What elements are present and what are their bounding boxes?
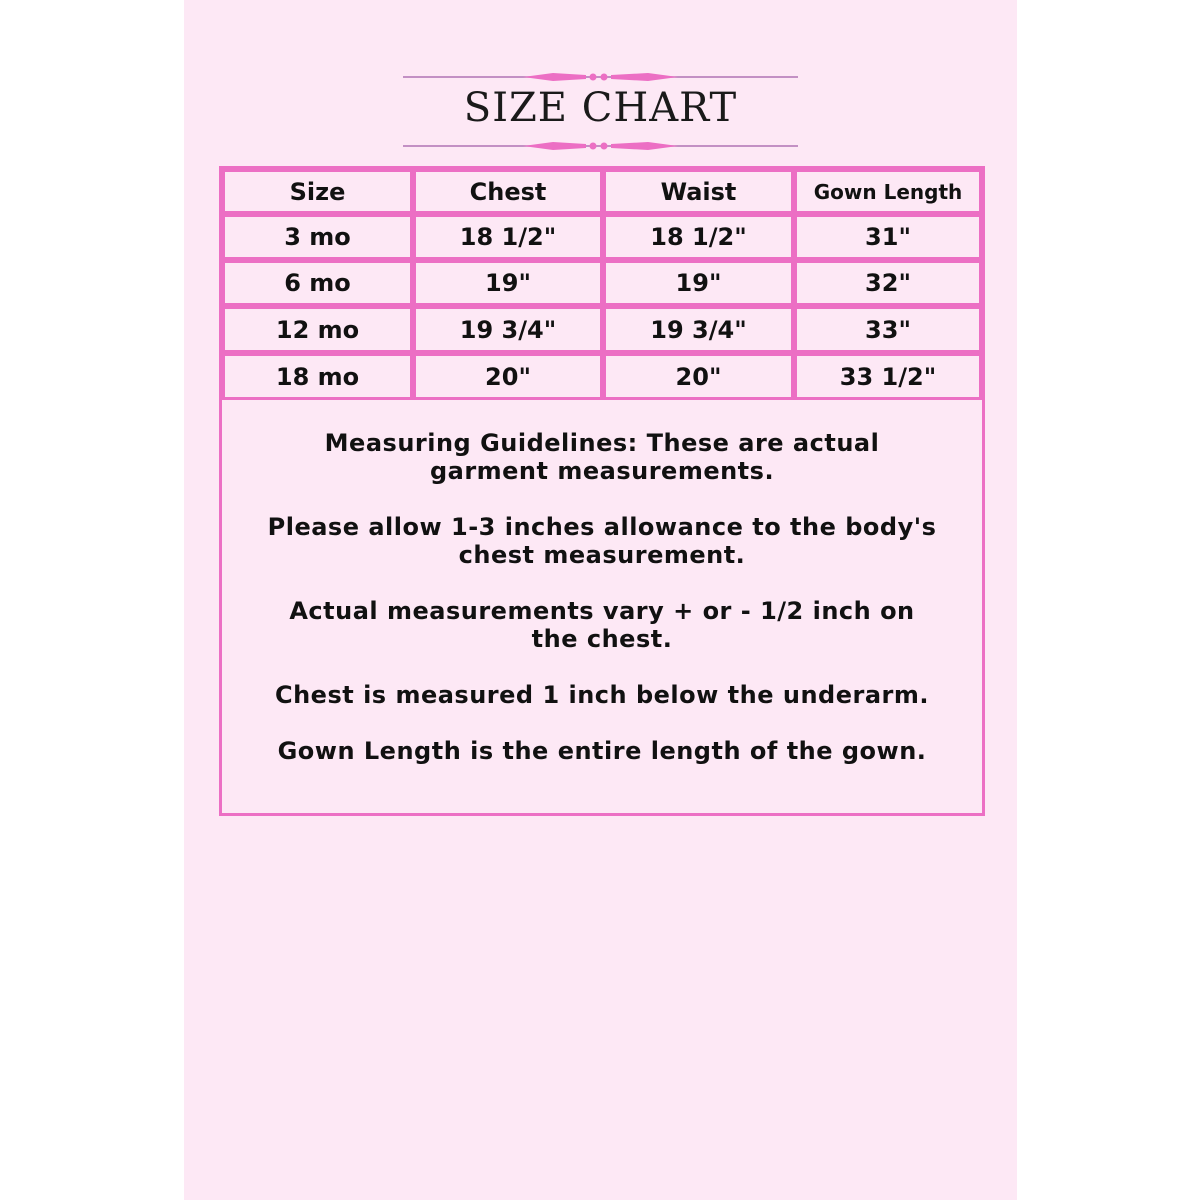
cell-size: 12 mo	[222, 306, 413, 353]
measuring-guidelines	[222, 429, 982, 793]
cell-gown-length: 31"	[794, 214, 982, 260]
cell-waist: 19 3/4"	[603, 306, 794, 353]
cell-size: 3 mo	[222, 214, 413, 260]
size-chart-box	[219, 166, 985, 816]
cell-gown-length: 33 1/2"	[794, 353, 982, 400]
cell-size: 6 mo	[222, 260, 413, 306]
top-ornament-divider	[403, 70, 798, 84]
cell-chest: 20"	[413, 353, 603, 400]
cell-waist: 19"	[603, 260, 794, 306]
guideline-text: Please allow 1-3 inches allowance to the body's chest measurement.	[267, 513, 937, 569]
header-gown-length: Gown Length	[794, 169, 982, 214]
guideline-text: Actual measurements vary + or - 1/2 inch on the chest.	[289, 597, 915, 653]
cell-size: 18 mo	[222, 353, 413, 400]
page-title: SIZE CHART	[463, 85, 738, 131]
header-waist: Waist	[603, 169, 794, 214]
guideline-text: Measuring Guidelines: These are actual garment measurements.	[324, 429, 880, 485]
cell-chest: 18 1/2"	[413, 214, 603, 260]
bottom-ornament-divider	[403, 139, 798, 153]
cell-waist: 18 1/2"	[603, 214, 794, 260]
cell-chest: 19"	[413, 260, 603, 306]
cell-waist: 20"	[603, 353, 794, 400]
cell-gown-length: 33"	[794, 306, 982, 353]
guideline-text: Chest is measured 1 inch below the underarm.	[274, 681, 929, 709]
guideline-text: Gown Length is the entire length of the gown.	[277, 737, 927, 765]
cell-chest: 19 3/4"	[413, 306, 603, 353]
cell-gown-length: 32"	[794, 260, 982, 306]
header-chest: Chest	[413, 169, 603, 214]
header-size: Size	[222, 169, 413, 214]
